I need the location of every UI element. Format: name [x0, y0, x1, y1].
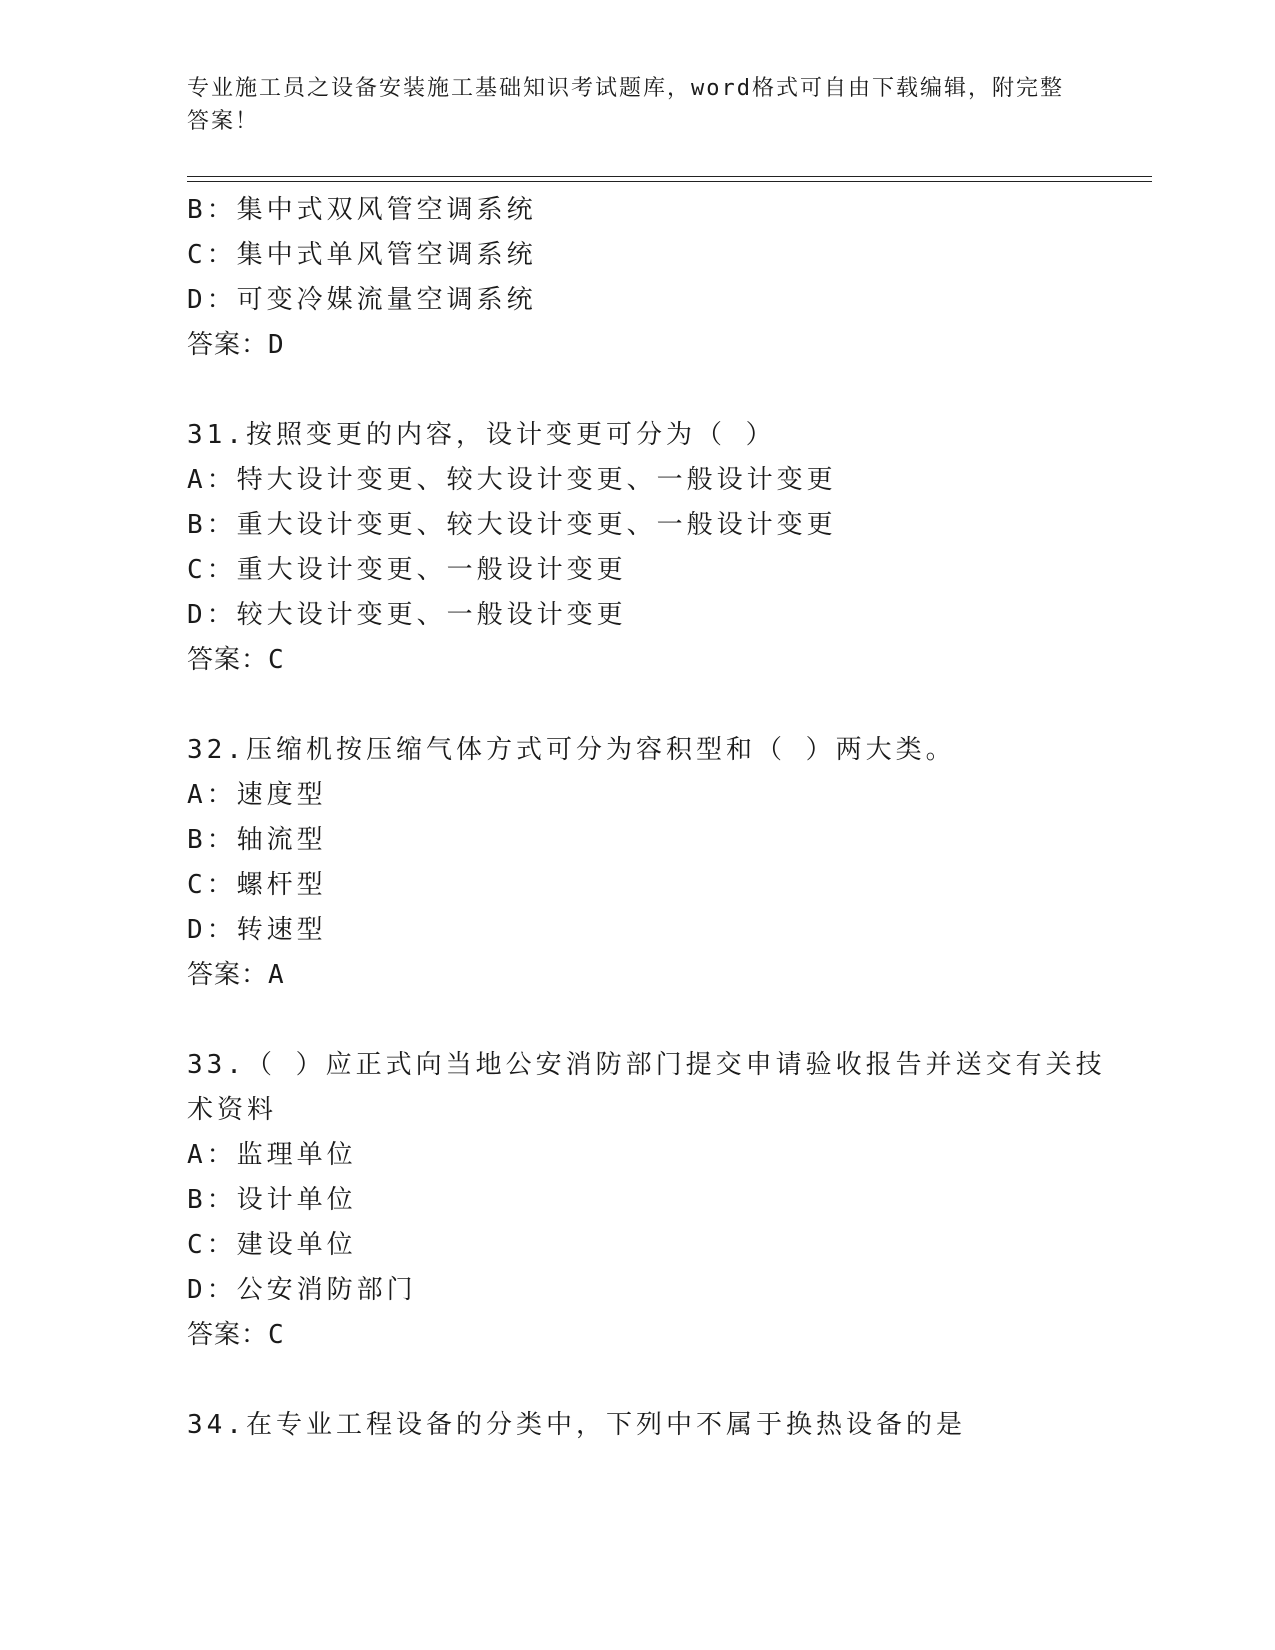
option-d: D：可变冷媒流量空调系统	[187, 285, 537, 315]
option-c: C：建设单位	[187, 1230, 357, 1260]
option-a: A：特大设计变更、较大设计变更、一般设计变更	[187, 465, 837, 495]
option-c: C：螺杆型	[187, 870, 327, 900]
header-divider-top	[187, 176, 1152, 177]
answer: 答案：A	[187, 960, 285, 990]
option-b: B：轴流型	[187, 825, 327, 855]
question-31: 31.按照变更的内容，设计变更可分为（ ）	[187, 420, 776, 450]
question-32: 32.压缩机按压缩气体方式可分为容积型和（ ）两大类。	[187, 735, 956, 765]
answer: 答案：C	[187, 645, 285, 675]
option-a: A：速度型	[187, 780, 327, 810]
answer: 答案：D	[187, 330, 285, 360]
option-b: B：集中式双风管空调系统	[187, 195, 537, 225]
document-header: 专业施工员之设备安装施工基础知识考试题库，word格式可自由下载编辑，附完整答案！	[187, 76, 1064, 134]
question-33: 33.（ ）应正式向当地公安消防部门提交申请验收报告并送交有关技	[187, 1050, 1106, 1080]
option-d: D：公安消防部门	[187, 1275, 417, 1305]
option-a: A：监理单位	[187, 1140, 357, 1170]
option-c: C：集中式单风管空调系统	[187, 240, 537, 270]
option-b: B：设计单位	[187, 1185, 357, 1215]
answer: 答案：C	[187, 1320, 285, 1350]
header-divider-bottom	[187, 181, 1152, 182]
question-34: 34.在专业工程设备的分类中，下列中不属于换热设备的是	[187, 1410, 966, 1440]
option-c: C：重大设计变更、一般设计变更	[187, 555, 627, 585]
option-d: D：转速型	[187, 915, 327, 945]
option-b: B：重大设计变更、较大设计变更、一般设计变更	[187, 510, 837, 540]
option-d: D：较大设计变更、一般设计变更	[187, 600, 627, 630]
question-33-continued: 术资料	[187, 1095, 278, 1125]
